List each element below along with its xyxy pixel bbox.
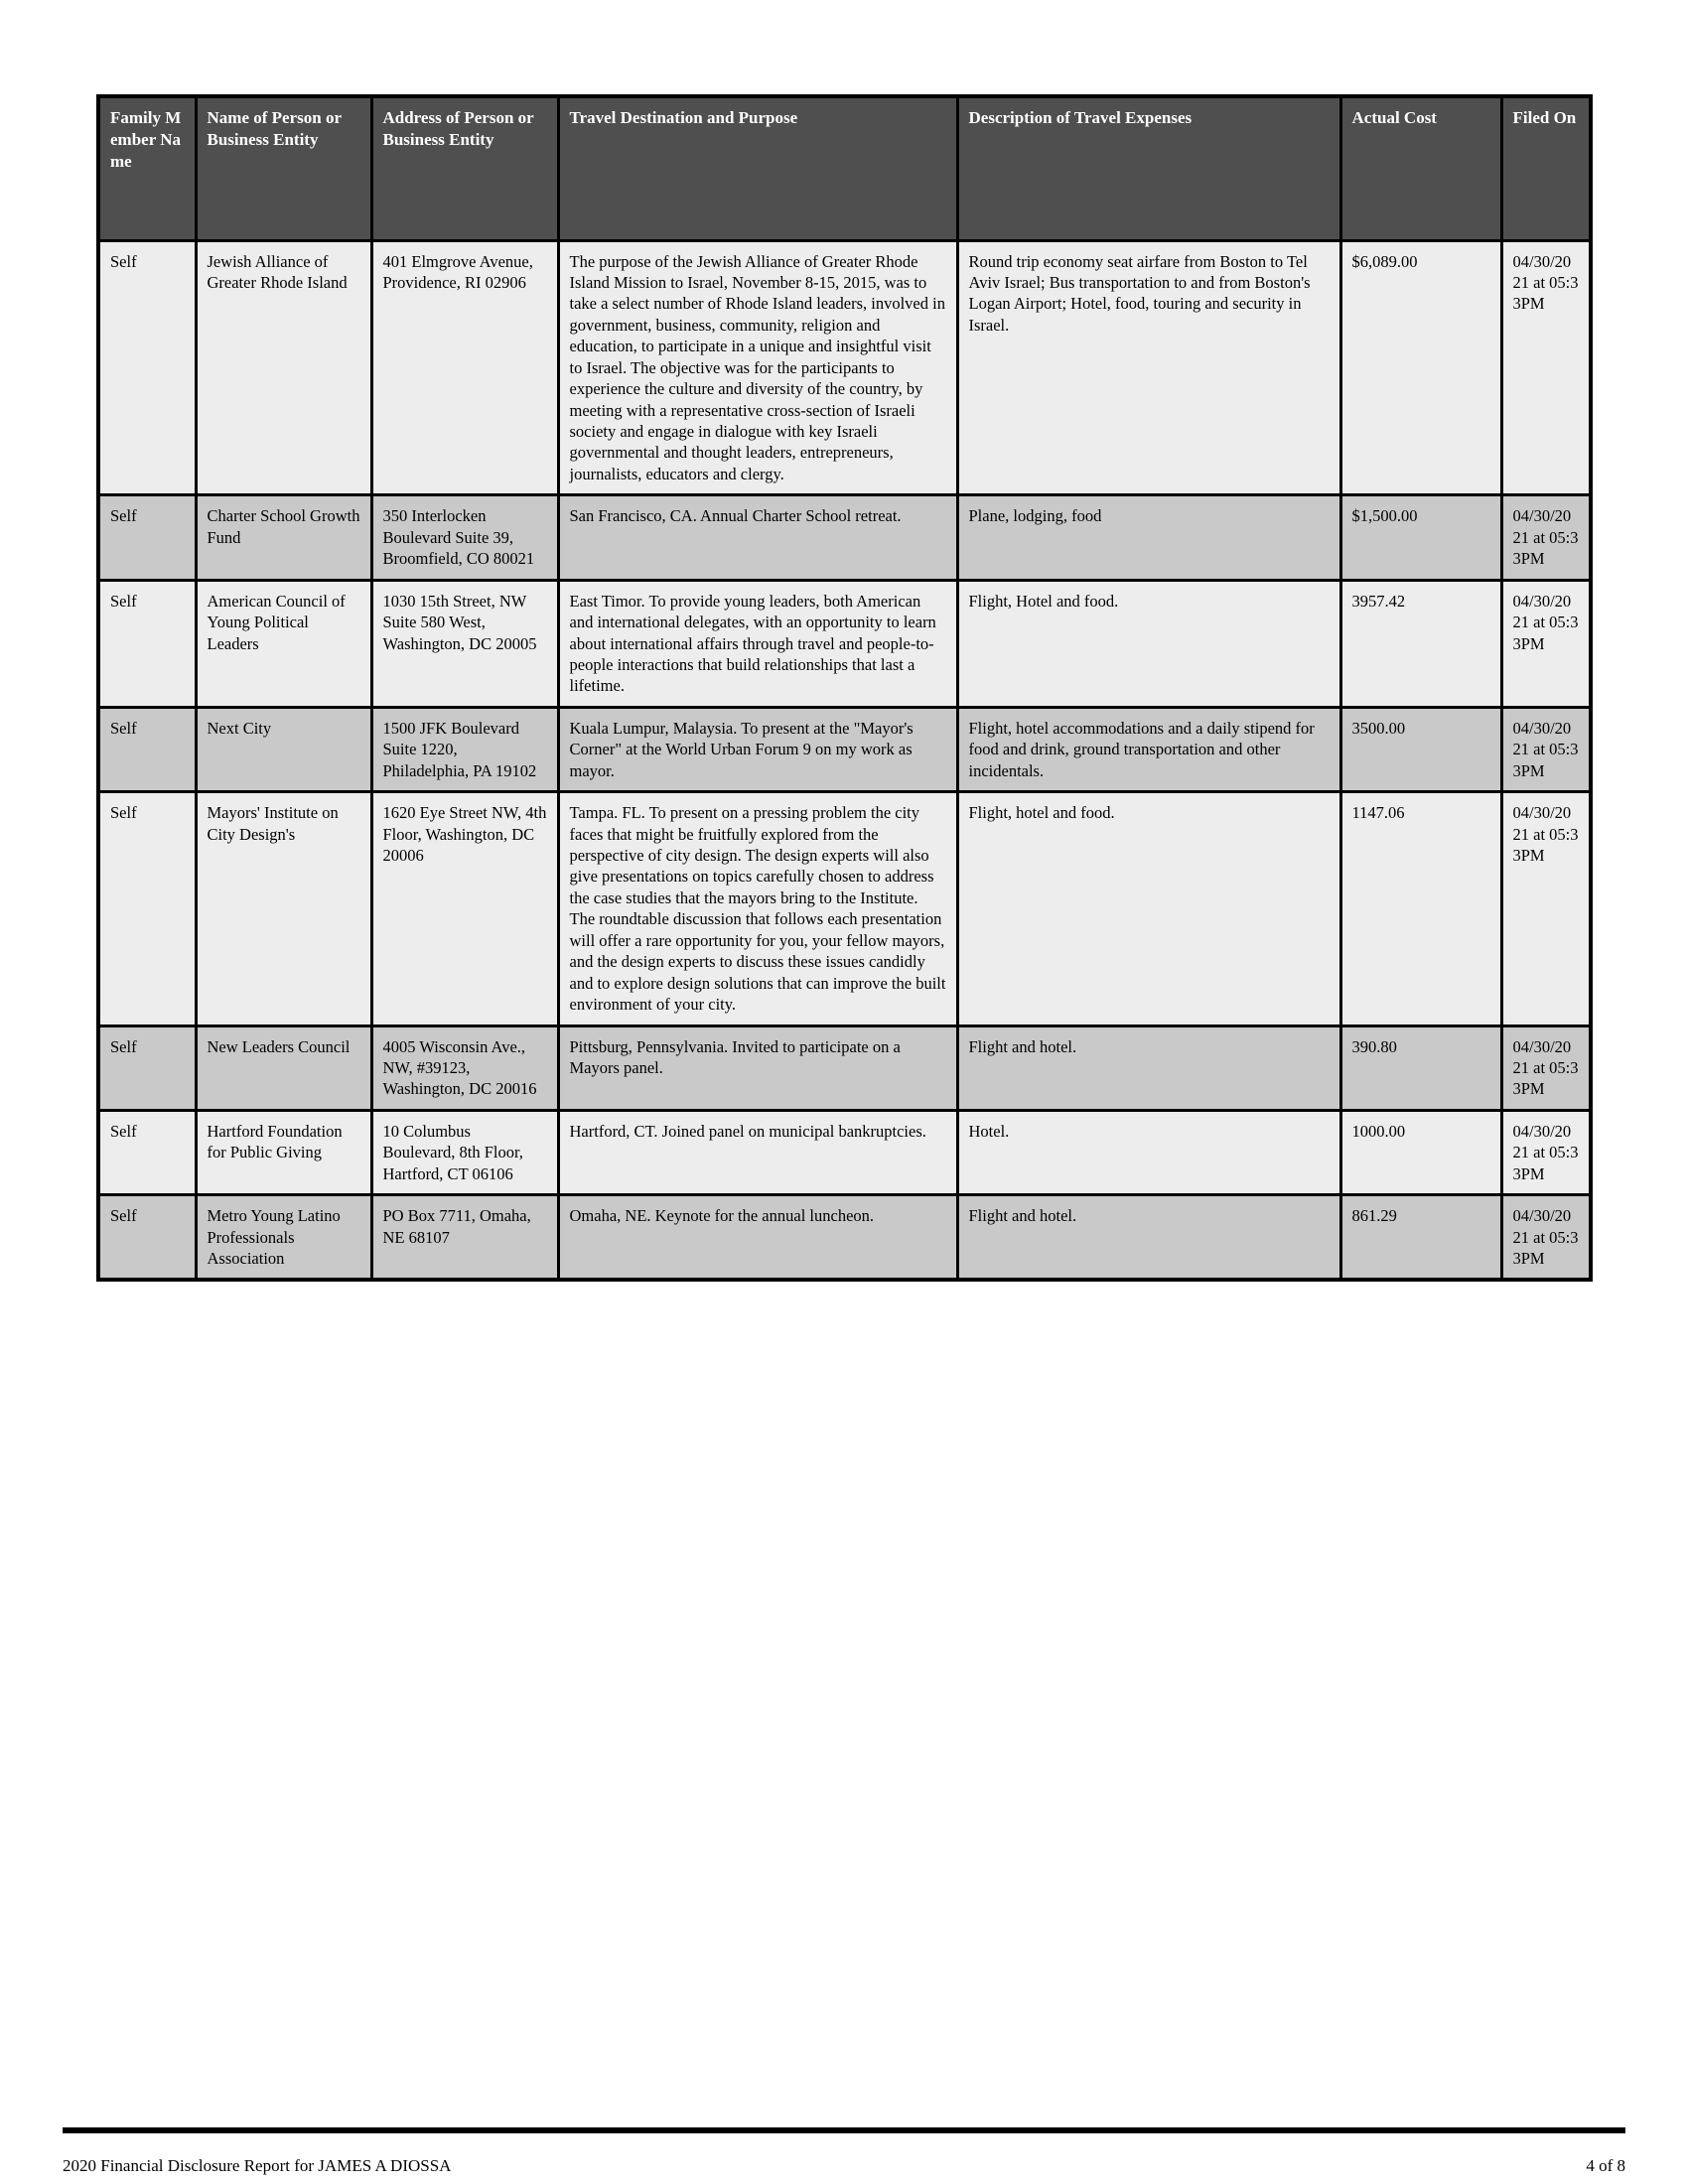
- cell-filed-on: 04/30/2021 at 05:33PM: [1501, 240, 1591, 495]
- cell-expense-description: Flight and hotel.: [957, 1025, 1340, 1110]
- cell-expense-description: Flight, Hotel and food.: [957, 580, 1340, 707]
- cell-actual-cost: 3500.00: [1340, 707, 1501, 791]
- table-row: [98, 1195, 1591, 1281]
- header-destination-purpose: Travel Destination and Purpose: [558, 96, 957, 240]
- table-row: [98, 792, 1591, 1025]
- cell-expense-description: Flight, hotel accommodations and a daily stipend for food and drink, ground transportation and other incidentals.: [957, 707, 1340, 791]
- cell-filed-on: 04/30/2021 at 05:33PM: [1501, 707, 1591, 791]
- cell-entity-address: 4005 Wisconsin Ave., NW, #39123, Washington, DC 20016: [371, 1025, 558, 1110]
- cell-entity-name: Metro Young Latino Professionals Association: [196, 1195, 371, 1281]
- cell-destination-purpose: Omaha, NE. Keynote for the annual luncheon.: [558, 1195, 957, 1281]
- cell-entity-address: 1620 Eye Street NW, 4th Floor, Washington, DC 20006: [371, 792, 558, 1025]
- cell-family-member: Self: [98, 1025, 196, 1110]
- cell-entity-name: Next City: [196, 707, 371, 791]
- cell-family-member: Self: [98, 707, 196, 791]
- cell-destination-purpose: Pittsburg, Pennsylvania. Invited to participate on a Mayors panel.: [558, 1025, 957, 1110]
- cell-entity-name: New Leaders Council: [196, 1025, 371, 1110]
- header-filed-on: Filed On: [1501, 96, 1591, 240]
- table-row: [98, 580, 1591, 707]
- cell-entity-address: 10 Columbus Boulevard, 8th Floor, Hartford, CT 06106: [371, 1110, 558, 1194]
- cell-destination-purpose: East Timor. To provide young leaders, both American and international delegates, with an opportunity to learn about international affairs through travel and people-to-people interactions that build relationships that last a lifetime.: [558, 580, 957, 707]
- cell-entity-address: PO Box 7711, Omaha, NE 68107: [371, 1195, 558, 1281]
- table-header-row: [98, 96, 1591, 240]
- cell-expense-description: Plane, lodging, food: [957, 495, 1340, 580]
- cell-actual-cost: 390.80: [1340, 1025, 1501, 1110]
- cell-actual-cost: $6,089.00: [1340, 240, 1501, 495]
- cell-destination-purpose: Tampa. FL. To present on a pressing problem the city faces that might be fruitfully explored from the perspective of city design. The design experts will also give presentations on topics carefully chosen to address the case studies that the mayors bring to the Institute. The roundtable discussion that follows each presentation will offer a rare opportunity for you, your fellow mayors, and the design experts to discuss these issues candidly and to explore design solutions that can improve the built environment of your city.: [558, 792, 957, 1025]
- cell-destination-purpose: San Francisco, CA. Annual Charter School retreat.: [558, 495, 957, 580]
- cell-actual-cost: 1000.00: [1340, 1110, 1501, 1194]
- header-family-member-name: Family Member Name: [98, 96, 196, 240]
- table-row: [98, 1110, 1591, 1194]
- cell-filed-on: 04/30/2021 at 05:33PM: [1501, 580, 1591, 707]
- cell-filed-on: 04/30/2021 at 05:33PM: [1501, 1110, 1591, 1194]
- cell-family-member: Self: [98, 580, 196, 707]
- cell-filed-on: 04/30/2021 at 05:33PM: [1501, 1195, 1591, 1281]
- header-entity-address: Address of Person or Business Entity: [371, 96, 558, 240]
- table-row: [98, 1025, 1591, 1110]
- cell-entity-name: Hartford Foundation for Public Giving: [196, 1110, 371, 1194]
- cell-family-member: Self: [98, 1195, 196, 1281]
- cell-family-member: Self: [98, 792, 196, 1025]
- cell-entity-name: Mayors' Institute on City Design's: [196, 792, 371, 1025]
- cell-expense-description: Hotel.: [957, 1110, 1340, 1194]
- cell-actual-cost: 861.29: [1340, 1195, 1501, 1281]
- cell-entity-address: 350 Interlocken Boulevard Suite 39, Broomfield, CO 80021: [371, 495, 558, 580]
- cell-filed-on: 04/30/2021 at 05:33PM: [1501, 495, 1591, 580]
- travel-disclosure-table-section: [96, 94, 1589, 1282]
- cell-family-member: Self: [98, 240, 196, 495]
- cell-entity-name: American Council of Young Political Leaders: [196, 580, 371, 707]
- footer-report-title: 2020 Financial Disclosure Report for JAMES A DIOSSA: [63, 2156, 452, 2175]
- header-expense-description: Description of Travel Expenses: [957, 96, 1340, 240]
- cell-actual-cost: 3957.42: [1340, 580, 1501, 707]
- cell-filed-on: 04/30/2021 at 05:33PM: [1501, 1025, 1591, 1110]
- page-footer: [63, 2156, 1625, 2176]
- header-entity-name: Name of Person or Business Entity: [196, 96, 371, 240]
- cell-expense-description: Round trip economy seat airfare from Boston to Tel Aviv Israel; Bus transportation to and from Boston's Logan Airport; Hotel, food, touring and security in Israel.: [957, 240, 1340, 495]
- cell-destination-purpose: Hartford, CT. Joined panel on municipal bankruptcies.: [558, 1110, 957, 1194]
- cell-entity-address: 401 Elmgrove Avenue, Providence, RI 02906: [371, 240, 558, 495]
- cell-expense-description: Flight and hotel.: [957, 1195, 1340, 1281]
- travel-table-body: [98, 240, 1591, 1280]
- cell-actual-cost: $1,500.00: [1340, 495, 1501, 580]
- cell-destination-purpose: Kuala Lumpur, Malaysia. To present at the "Mayor's Corner" at the World Urban Forum 9 on my work as mayor.: [558, 707, 957, 791]
- cell-actual-cost: 1147.06: [1340, 792, 1501, 1025]
- travel-disclosure-table: [96, 94, 1593, 1282]
- cell-destination-purpose: The purpose of the Jewish Alliance of Greater Rhode Island Mission to Israel, November 8-15, 2015, was to take a select number of Rhode Island leaders, involved in government, business, community, religion and education, to participate in a unique and insightful visit to Israel. The objective was for the participants to experience the culture and diversity of the country, by meeting with a representative cross-section of Israeli society and engage in dialogue with key Israeli governmental and thought leaders, entrepreneurs, journalists, educators and clergy.: [558, 240, 957, 495]
- table-row: [98, 707, 1591, 791]
- cell-filed-on: 04/30/2021 at 05:33PM: [1501, 792, 1591, 1025]
- cell-entity-name: Jewish Alliance of Greater Rhode Island: [196, 240, 371, 495]
- footer-divider: [63, 2127, 1625, 2133]
- cell-entity-address: 1500 JFK Boulevard Suite 1220, Philadelphia, PA 19102: [371, 707, 558, 791]
- table-row: [98, 240, 1591, 495]
- cell-family-member: Self: [98, 495, 196, 580]
- header-actual-cost: Actual Cost: [1340, 96, 1501, 240]
- cell-expense-description: Flight, hotel and food.: [957, 792, 1340, 1025]
- cell-family-member: Self: [98, 1110, 196, 1194]
- cell-entity-address: 1030 15th Street, NW Suite 580 West, Washington, DC 20005: [371, 580, 558, 707]
- footer-page-number: 4 of 8: [1586, 2156, 1625, 2175]
- cell-entity-name: Charter School Growth Fund: [196, 495, 371, 580]
- table-row: [98, 495, 1591, 580]
